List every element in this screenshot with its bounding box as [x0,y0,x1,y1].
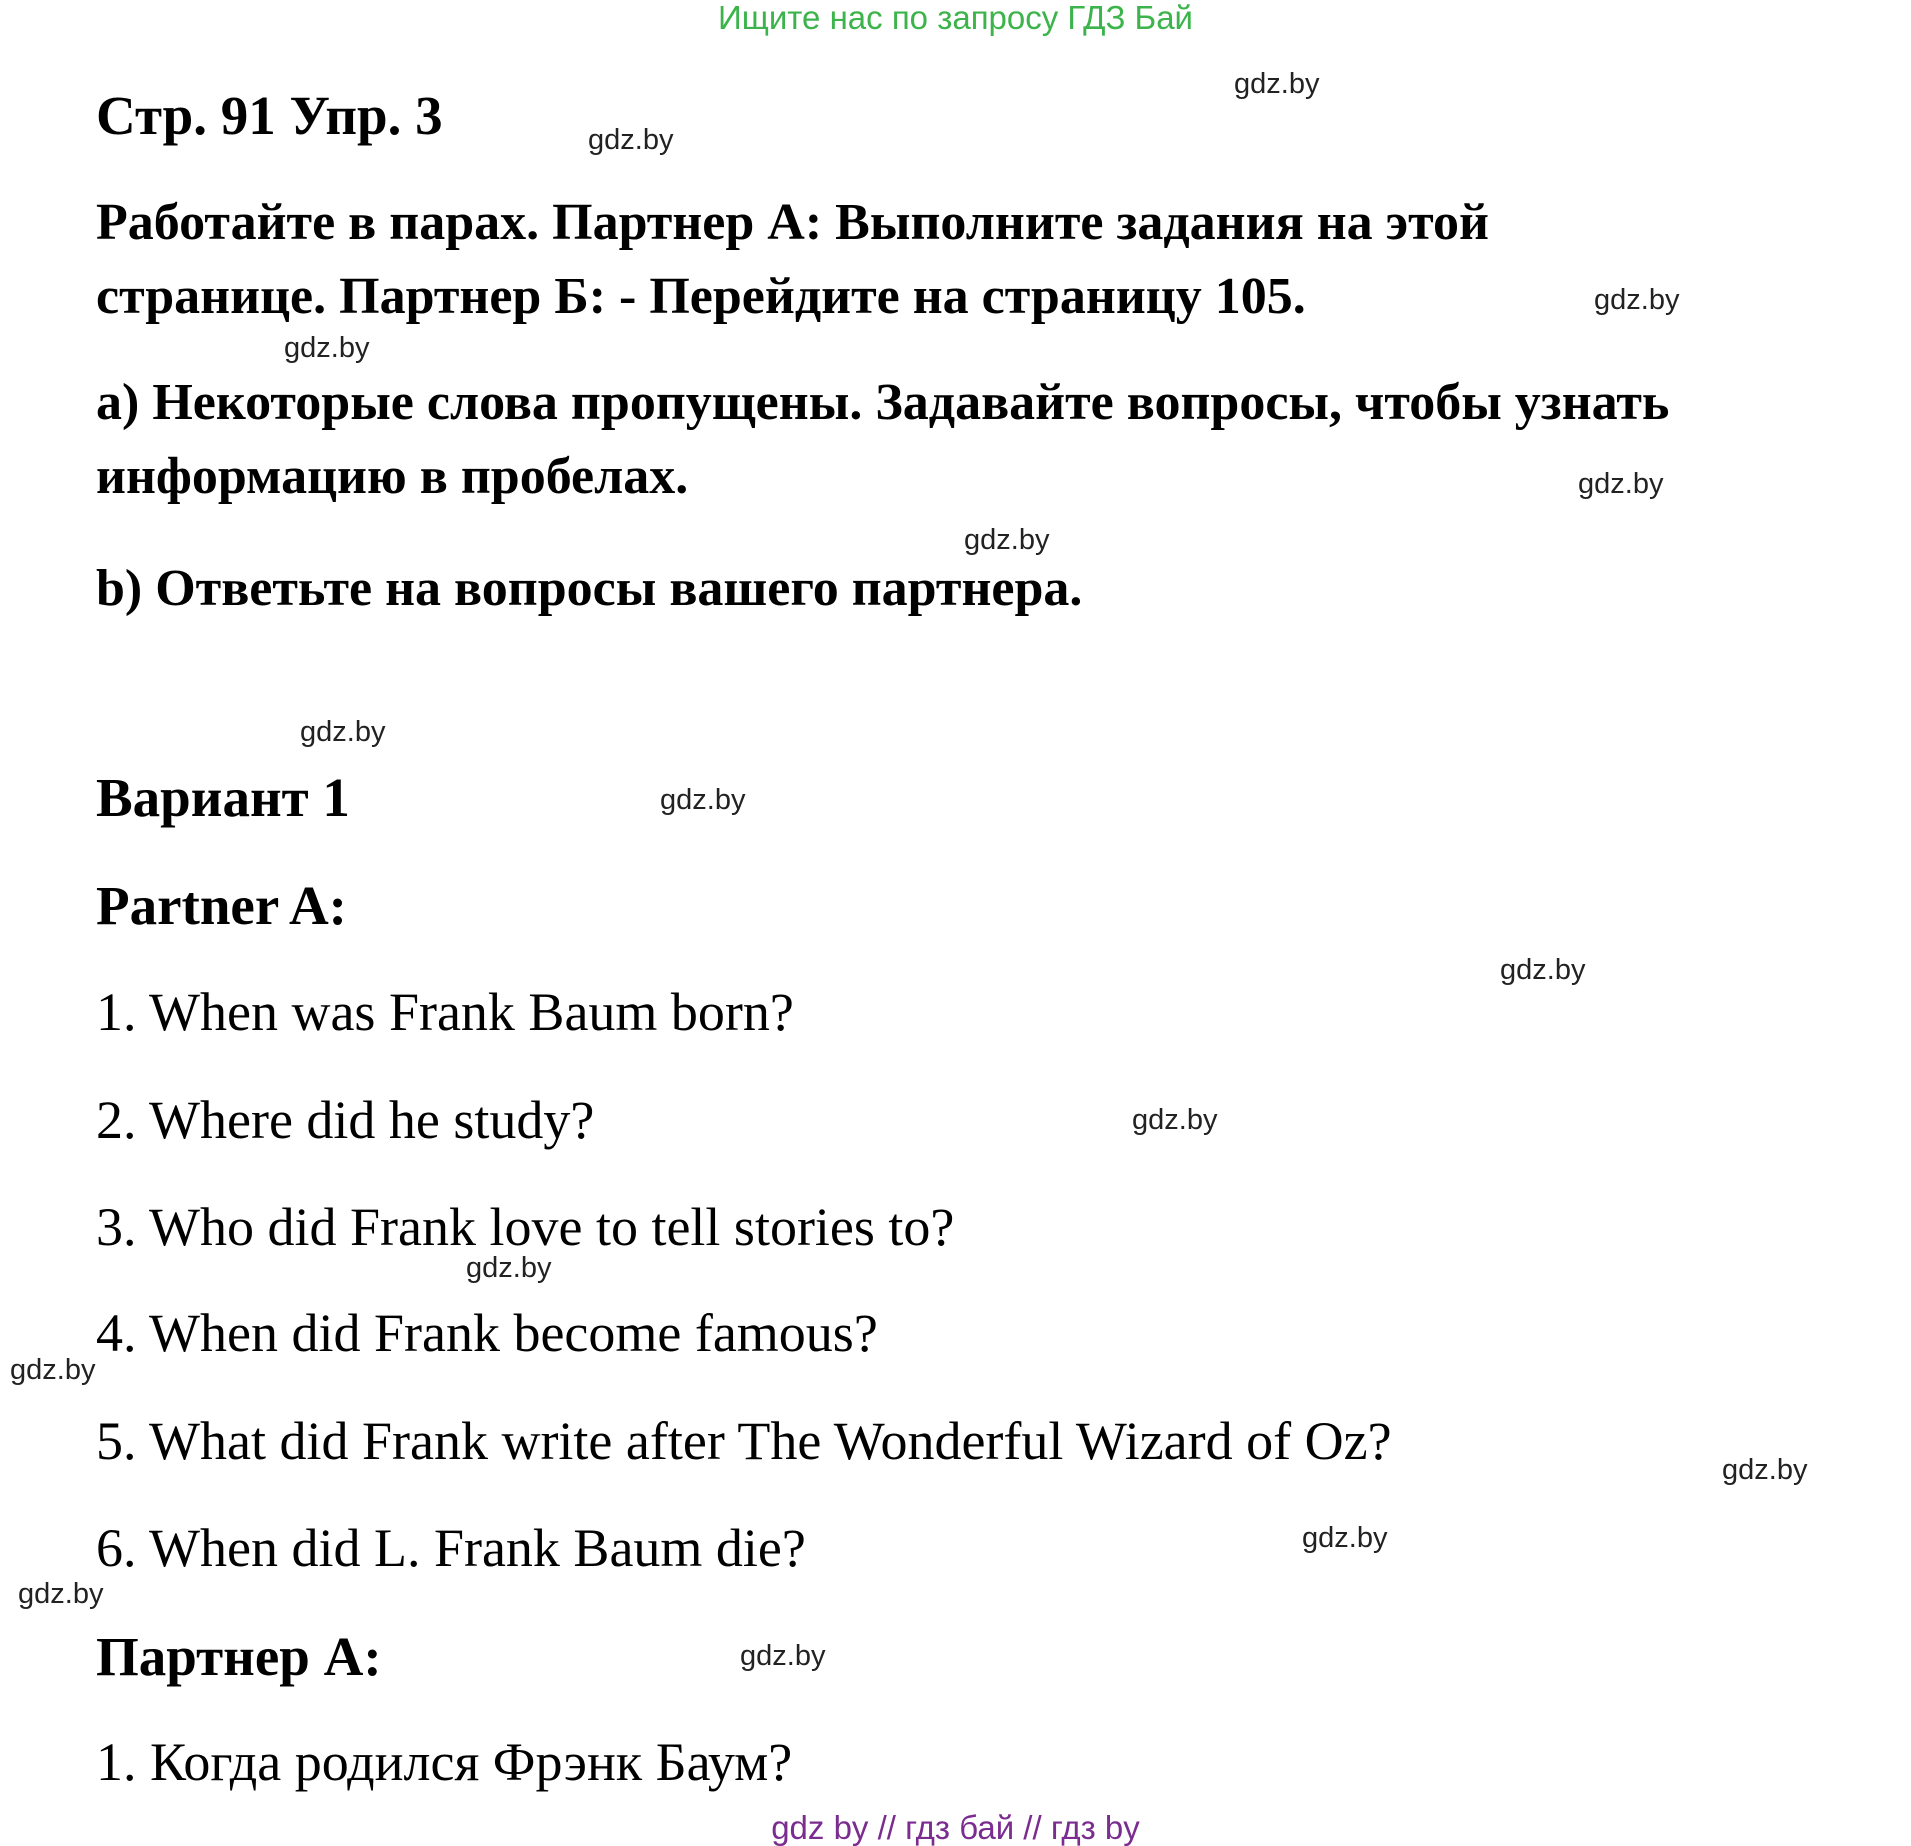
watermark: gdz.by [964,524,1050,556]
partner-ru-heading: Партнер А: [96,1626,382,1687]
task-a-line-1: a) Некоторые слова пропущены. Задавайте вопросы, чтобы узнать [96,374,1670,431]
top-banner: Ищите нас по запросу ГДЗ Бай [718,0,1193,36]
watermark: gdz.by [1578,468,1664,500]
question-en-6: 6. When did L. Frank Baum die? [96,1518,806,1578]
watermark: gdz.by [1594,284,1680,316]
watermark: gdz.by [740,1640,826,1672]
watermark: gdz.by [1302,1522,1388,1554]
task-b-line: b) Ответьте на вопросы вашего партнера. [96,560,1083,617]
partner-en-heading: Partner A: [96,875,347,936]
bottom-banner: gdz by // гдз бай // гдз by [771,1809,1140,1846]
question-en-2: 2. Where did he study? [96,1090,595,1150]
question-en-5: 5. What did Frank write after The Wonderful Wizard of Oz? [96,1411,1392,1471]
question-ru-1: 1. Когда родился Фрэнк Баум? [96,1732,793,1792]
question-en-4: 4. When did Frank become famous? [96,1303,878,1363]
page-title: Стр. 91 Упр. 3 [96,85,443,146]
watermark: gdz.by [466,1252,552,1284]
watermark: gdz.by [10,1354,96,1386]
watermark: gdz.by [660,784,746,816]
watermark: gdz.by [1234,68,1320,100]
question-en-1: 1. When was Frank Baum born? [96,982,794,1042]
watermark: gdz.by [1132,1104,1218,1136]
watermark: gdz.by [18,1578,104,1610]
watermark: gdz.by [1500,954,1586,986]
task-a-line-2: информацию в пробелах. [96,448,689,505]
watermark: gdz.by [588,124,674,156]
watermark: gdz.by [300,716,386,748]
watermark: gdz.by [1722,1454,1808,1486]
question-en-3: 3. Who did Frank love to tell stories to? [96,1197,955,1257]
intro-line-1: Работайте в парах. Партнер А: Выполните задания на этой [96,194,1489,251]
watermark: gdz.by [284,332,370,364]
intro-line-2: странице. Партнер Б: - Перейдите на страницу 105. [96,268,1306,325]
variant-title: Вариант 1 [96,767,350,828]
task-b-instruction [96,552,1896,626]
